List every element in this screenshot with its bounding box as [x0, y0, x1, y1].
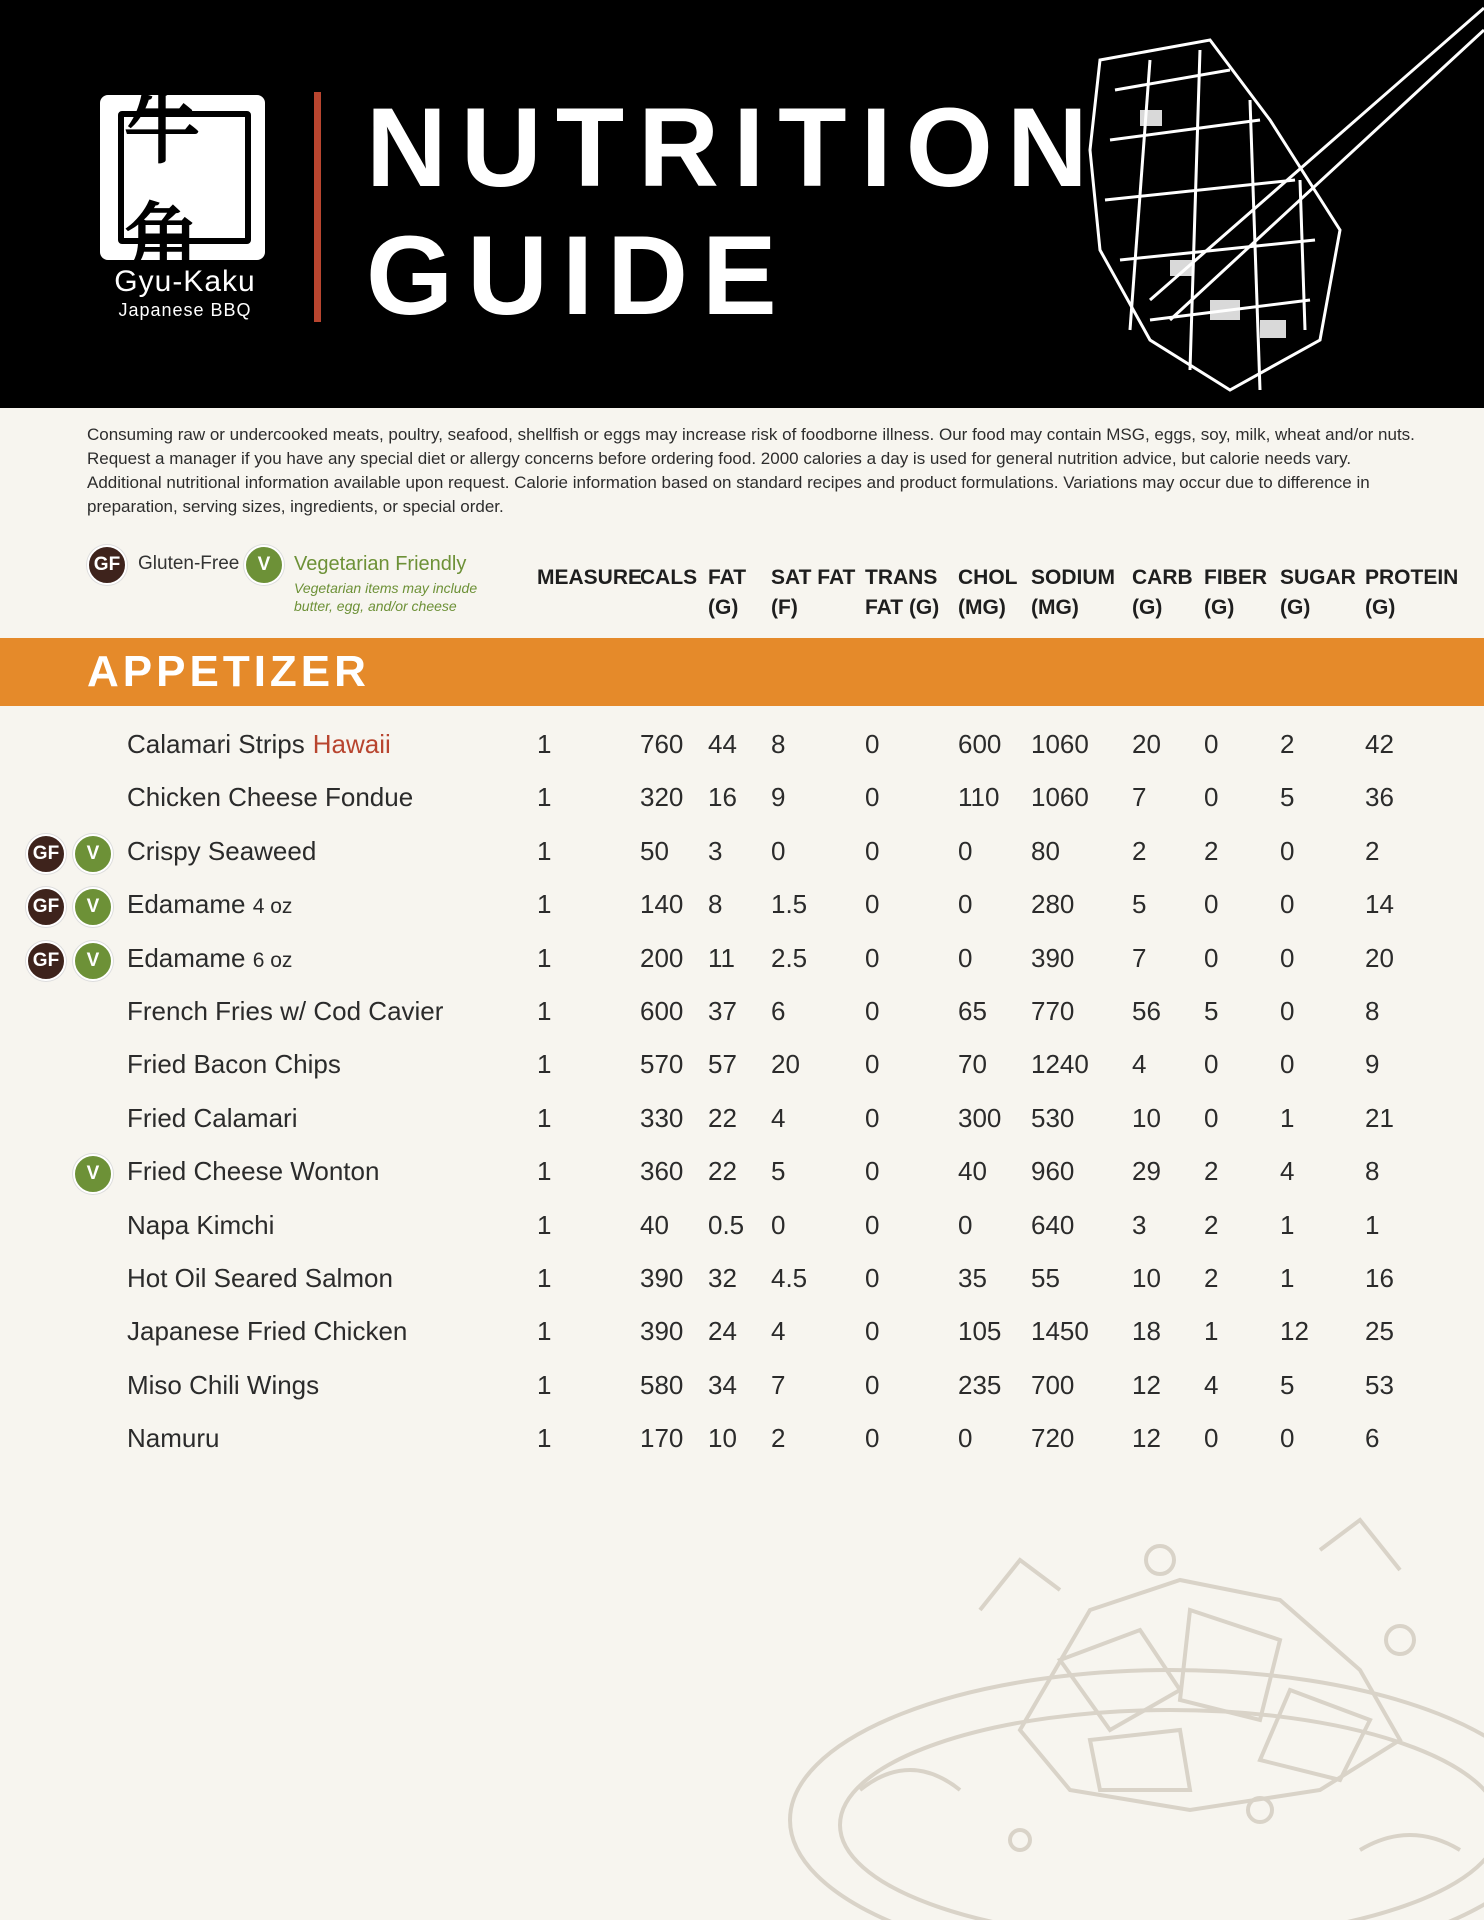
cell-protein: 20 — [1365, 942, 1394, 973]
item-size: 6 oz — [252, 948, 293, 972]
cell-sugar: 1 — [1280, 1209, 1295, 1240]
cell-carb: 3 — [1132, 1209, 1147, 1240]
cell-fat: 57 — [708, 1049, 737, 1080]
item-name-text: Crispy Seaweed — [127, 835, 317, 866]
cell-measure: 1 — [537, 1316, 552, 1347]
table-row — [0, 1359, 1484, 1412]
item-name — [127, 1262, 393, 1294]
table-row — [0, 878, 1484, 931]
section-header-appetizer — [0, 638, 1484, 706]
cell-sugar: 0 — [1280, 889, 1295, 920]
brand-name: Gyu-Kaku — [114, 265, 256, 298]
cell-trans-fat: 0 — [865, 1369, 880, 1400]
cell-sodium: 1450 — [1031, 1316, 1089, 1347]
item-name-text: Edamame — [127, 889, 246, 920]
cell-fat: 3 — [708, 835, 723, 866]
cell-trans-fat: 0 — [865, 1262, 880, 1293]
cell-cals: 200 — [640, 942, 684, 973]
gluten-free-badge: GF — [26, 887, 66, 927]
vegetarian-badge: V — [244, 545, 284, 585]
cell-chol: 105 — [958, 1316, 1002, 1347]
cell-fiber: 0 — [1204, 1049, 1219, 1080]
cell-sodium: 960 — [1031, 1156, 1075, 1187]
item-name — [127, 1209, 274, 1241]
cell-carb: 56 — [1132, 995, 1161, 1026]
cell-protein: 8 — [1365, 1156, 1380, 1187]
vegetarian-badge: V — [73, 1154, 113, 1194]
cell-measure: 1 — [537, 995, 552, 1026]
item-name-text: Calamari Strips — [127, 729, 305, 759]
cell-carb: 18 — [1132, 1316, 1161, 1347]
table-row — [0, 1199, 1484, 1252]
item-name-text: Namuru — [127, 1423, 220, 1454]
cell-carb: 7 — [1132, 782, 1147, 813]
cell-sat-fat: 6 — [771, 995, 786, 1026]
cell-fiber: 0 — [1204, 782, 1219, 813]
cell-sodium: 640 — [1031, 1209, 1075, 1240]
cell-fiber: 0 — [1204, 889, 1219, 920]
table-row — [0, 1145, 1484, 1198]
table-row — [0, 985, 1484, 1038]
cell-measure: 1 — [537, 1262, 552, 1293]
item-name — [127, 781, 413, 813]
cell-trans-fat: 0 — [865, 1156, 880, 1187]
col-header-fiber: FIBER (G) — [1204, 566, 1267, 619]
cell-sodium: 280 — [1031, 889, 1075, 920]
logo-glyph: 牛角 — [118, 111, 251, 244]
cell-measure: 1 — [537, 835, 552, 866]
cell-sugar: 5 — [1280, 782, 1295, 813]
meat-chopsticks-illustration — [1060, 0, 1484, 408]
cell-sodium: 530 — [1031, 1102, 1075, 1133]
table-row — [0, 825, 1484, 878]
cell-fat: 16 — [708, 782, 737, 813]
table-row — [0, 718, 1484, 771]
cell-fiber: 0 — [1204, 1102, 1219, 1133]
cell-fat: 24 — [708, 1316, 737, 1347]
legend — [87, 545, 527, 625]
cell-trans-fat: 0 — [865, 995, 880, 1026]
cell-sugar: 0 — [1280, 995, 1295, 1026]
cell-cals: 170 — [640, 1423, 684, 1454]
cell-trans-fat: 0 — [865, 1423, 880, 1454]
col-header-trans-fat: TRANS FAT (G) — [865, 566, 940, 619]
cell-trans-fat: 0 — [865, 1102, 880, 1133]
cell-sugar: 5 — [1280, 1369, 1295, 1400]
cell-protein: 36 — [1365, 782, 1394, 813]
item-name — [127, 1422, 219, 1454]
cell-sat-fat: 4 — [771, 1102, 786, 1133]
table-row — [0, 771, 1484, 824]
cell-fat: 37 — [708, 995, 737, 1026]
cell-chol: 300 — [958, 1102, 1002, 1133]
cell-protein: 16 — [1365, 1262, 1394, 1293]
vegetarian-badge: V — [73, 941, 113, 981]
item-size: 4 oz — [252, 895, 293, 919]
cell-sugar: 12 — [1280, 1316, 1309, 1347]
cell-trans-fat: 0 — [865, 782, 880, 813]
cell-sat-fat: 5 — [771, 1156, 786, 1187]
page-title-line-2: GUIDE — [366, 213, 791, 338]
item-name — [127, 835, 316, 867]
cell-chol: 600 — [958, 729, 1002, 759]
cell-measure: 1 — [537, 1049, 552, 1080]
table-row — [0, 1038, 1484, 1091]
cell-protein: 6 — [1365, 1423, 1380, 1454]
item-name-text: Fried Cheese Wonton — [127, 1156, 380, 1187]
gluten-free-badge: GF — [26, 941, 66, 981]
disclaimer-text: Consuming raw or undercooked meats, poultry, seafood, shellfish or eggs may increase risk of foodborne illness. Our food may contain MSG, eggs, soy, milk, wheat and/or nuts. Request a manager if you have any special diet or allergy concerns before ordering food. 2000 calories a day is used for general nutrition advice, but calorie needs vary. Additional nutritional information available upon request. Calorie information based on standard recipes and product formulations. Variations may occur due to difference in preparation, serving sizes, ingredients, or special order. — [87, 425, 1415, 516]
col-header-cals: CALS — [640, 566, 698, 589]
cell-measure: 1 — [537, 1369, 552, 1400]
cell-sat-fat: 7 — [771, 1369, 786, 1400]
cell-sugar: 0 — [1280, 1423, 1295, 1454]
table-row — [0, 932, 1484, 985]
cell-fat: 34 — [708, 1369, 737, 1400]
table-row — [0, 1305, 1484, 1358]
col-header-carb: CARB (G) — [1132, 566, 1193, 619]
item-name — [127, 1155, 379, 1187]
cell-measure: 1 — [537, 1102, 552, 1133]
section-title: APPETIZER — [87, 647, 370, 696]
gluten-free-badge: GF — [87, 545, 127, 585]
cell-sodium: 390 — [1031, 942, 1075, 973]
col-header-protein: PROTEIN (G) — [1365, 566, 1459, 619]
cell-sodium: 1240 — [1031, 1049, 1089, 1080]
item-name-text: Japanese Fried Chicken — [127, 1316, 408, 1347]
cell-cals: 580 — [640, 1369, 684, 1400]
cell-chol: 65 — [958, 995, 987, 1026]
cell-protein: 53 — [1365, 1369, 1394, 1400]
brand-subtitle: Japanese BBQ — [118, 300, 252, 320]
item-name-text: Hot Oil Seared Salmon — [127, 1262, 393, 1293]
cell-fiber: 2 — [1204, 1156, 1219, 1187]
item-name — [127, 1102, 298, 1134]
item-region: Hawaii — [312, 729, 391, 759]
cell-trans-fat: 0 — [865, 1316, 880, 1347]
cell-sat-fat: 8 — [771, 729, 786, 759]
cell-fat: 44 — [708, 729, 737, 759]
item-name-text: Fried Bacon Chips — [127, 1049, 341, 1080]
cell-chol: 35 — [958, 1262, 987, 1293]
cell-sugar: 0 — [1280, 835, 1295, 866]
cell-chol: 110 — [958, 782, 1000, 813]
cell-carb: 12 — [1132, 1369, 1161, 1400]
cell-fiber: 2 — [1204, 1209, 1219, 1240]
cell-carb: 20 — [1132, 729, 1161, 759]
item-name — [127, 1048, 341, 1080]
cell-measure: 1 — [537, 889, 552, 920]
cell-sugar: 1 — [1280, 1262, 1295, 1293]
cell-carb: 29 — [1132, 1156, 1161, 1187]
cell-chol: 0 — [958, 1209, 973, 1240]
cell-measure: 1 — [537, 1156, 552, 1187]
nutrition-table — [0, 718, 1484, 1465]
cell-sugar: 2 — [1280, 729, 1295, 759]
item-name — [127, 1369, 319, 1401]
gluten-free-label: Gluten-Free — [138, 553, 240, 574]
cell-sat-fat: 2.5 — [771, 942, 808, 973]
cell-carb: 7 — [1132, 942, 1147, 973]
vegetarian-badge: V — [73, 834, 113, 874]
cell-cals: 360 — [640, 1156, 684, 1187]
cell-sodium: 80 — [1031, 835, 1060, 866]
cell-trans-fat: 0 — [865, 1049, 880, 1080]
cell-carb: 10 — [1132, 1102, 1161, 1133]
cell-cals: 600 — [640, 995, 684, 1026]
cell-chol: 70 — [958, 1049, 987, 1080]
col-header-sodium: SODIUM (MG) — [1031, 566, 1115, 619]
cell-sodium: 1060 — [1031, 729, 1089, 759]
item-name — [127, 942, 292, 977]
cell-protein: 1 — [1365, 1209, 1380, 1240]
vegetarian-label: Vegetarian Friendly — [294, 553, 467, 575]
vegetarian-note: Vegetarian items may include butter, egg, and/or cheese — [294, 580, 478, 614]
cell-trans-fat: 0 — [865, 889, 880, 920]
item-name — [127, 728, 391, 760]
cell-measure: 1 — [537, 942, 552, 973]
item-name-text: Fried Calamari — [127, 1102, 298, 1133]
cell-fiber: 2 — [1204, 1262, 1219, 1293]
cell-cals: 50 — [640, 835, 669, 866]
table-row — [0, 1412, 1484, 1465]
cell-chol: 235 — [958, 1369, 1002, 1400]
item-name-text: Miso Chili Wings — [127, 1369, 320, 1400]
cell-fiber: 0 — [1204, 1423, 1219, 1454]
table-row — [0, 1252, 1484, 1305]
cell-fiber: 4 — [1204, 1369, 1219, 1400]
cell-measure: 1 — [537, 782, 552, 813]
cell-measure: 1 — [537, 729, 552, 759]
cell-sodium: 1060 — [1031, 782, 1089, 813]
col-header-fat: FAT (G) — [708, 566, 747, 619]
cell-sat-fat: 0 — [771, 1209, 786, 1240]
cell-protein: 14 — [1365, 889, 1394, 920]
cell-fiber: 0 — [1204, 729, 1219, 759]
cell-cals: 140 — [640, 889, 684, 920]
cell-trans-fat: 0 — [865, 729, 880, 759]
cell-sodium: 700 — [1031, 1369, 1075, 1400]
cell-sodium: 720 — [1031, 1423, 1075, 1454]
cell-protein: 9 — [1365, 1049, 1380, 1080]
cell-sugar: 1 — [1280, 1102, 1295, 1133]
cell-carb: 10 — [1132, 1262, 1161, 1293]
cell-cals: 760 — [640, 729, 684, 759]
cell-fat: 10 — [708, 1423, 737, 1454]
col-header-measure: MEASURE — [537, 566, 643, 589]
header-banner — [0, 0, 1484, 408]
cell-protein: 42 — [1365, 729, 1394, 759]
cell-carb: 12 — [1132, 1423, 1161, 1454]
cell-measure: 1 — [537, 1423, 552, 1454]
item-name-text: Edamame — [127, 942, 246, 973]
cell-trans-fat: 0 — [865, 942, 880, 973]
cell-sodium: 55 — [1031, 1262, 1060, 1293]
cell-fat: 22 — [708, 1102, 737, 1133]
cell-fiber: 2 — [1204, 835, 1219, 866]
cell-fat: 32 — [708, 1262, 737, 1293]
cell-sugar: 0 — [1280, 942, 1295, 973]
item-name — [127, 888, 292, 923]
cell-sugar: 0 — [1280, 1049, 1295, 1080]
cell-protein: 21 — [1365, 1102, 1394, 1133]
item-name — [127, 995, 443, 1027]
col-header-sat-fat: SAT FAT (F) — [771, 566, 856, 619]
page-title-line-1: NUTRITION — [366, 85, 1102, 210]
cell-cals: 330 — [640, 1102, 684, 1133]
title-divider — [314, 92, 321, 322]
cell-trans-fat: 0 — [865, 835, 880, 866]
item-name-text: Napa Kimchi — [127, 1209, 275, 1240]
cell-fat: 11 — [708, 942, 735, 973]
cell-chol: 0 — [958, 942, 973, 973]
col-header-sugar: SUGAR (G) — [1280, 566, 1356, 619]
cell-sat-fat: 0 — [771, 835, 786, 866]
cell-fat: 0.5 — [708, 1209, 745, 1240]
cell-sat-fat: 4.5 — [771, 1262, 808, 1293]
cell-sodium: 770 — [1031, 995, 1075, 1026]
cell-sat-fat: 4 — [771, 1316, 786, 1347]
cell-protein: 8 — [1365, 995, 1380, 1026]
cell-trans-fat: 0 — [865, 1209, 880, 1240]
salad-plate-illustration — [760, 1490, 1484, 1920]
cell-chol: 40 — [958, 1156, 987, 1187]
cell-cals: 570 — [640, 1049, 684, 1080]
col-header-chol: CHOL (MG) — [958, 566, 1018, 619]
cell-cals: 390 — [640, 1316, 684, 1347]
cell-sat-fat: 20 — [771, 1049, 800, 1080]
cell-chol: 0 — [958, 1423, 973, 1454]
cell-sat-fat: 9 — [771, 782, 786, 813]
cell-cals: 40 — [640, 1209, 669, 1240]
cell-carb: 2 — [1132, 835, 1147, 866]
cell-sat-fat: 1.5 — [771, 889, 808, 920]
cell-fat: 8 — [708, 889, 723, 920]
cell-carb: 4 — [1132, 1049, 1147, 1080]
item-name-text: French Fries w/ Cod Cavier — [127, 995, 444, 1026]
cell-cals: 390 — [640, 1262, 684, 1293]
cell-fiber: 5 — [1204, 995, 1219, 1026]
cell-fat: 22 — [708, 1156, 737, 1187]
cell-measure: 1 — [537, 1209, 552, 1240]
vegetarian-badge: V — [73, 887, 113, 927]
cell-chol: 0 — [958, 835, 973, 866]
item-name — [127, 1315, 407, 1347]
cell-cals: 320 — [640, 782, 684, 813]
cell-fiber: 0 — [1204, 942, 1219, 973]
cell-sugar: 4 — [1280, 1156, 1295, 1187]
table-row — [0, 1092, 1484, 1145]
cell-fiber: 1 — [1204, 1316, 1219, 1347]
item-name-text: Chicken Cheese Fondue — [127, 782, 414, 813]
cell-chol: 0 — [958, 889, 973, 920]
cell-sat-fat: 2 — [771, 1423, 786, 1454]
cell-protein: 25 — [1365, 1316, 1394, 1347]
cell-protein: 2 — [1365, 835, 1380, 866]
gluten-free-badge: GF — [26, 834, 66, 874]
cell-carb: 5 — [1132, 889, 1147, 920]
